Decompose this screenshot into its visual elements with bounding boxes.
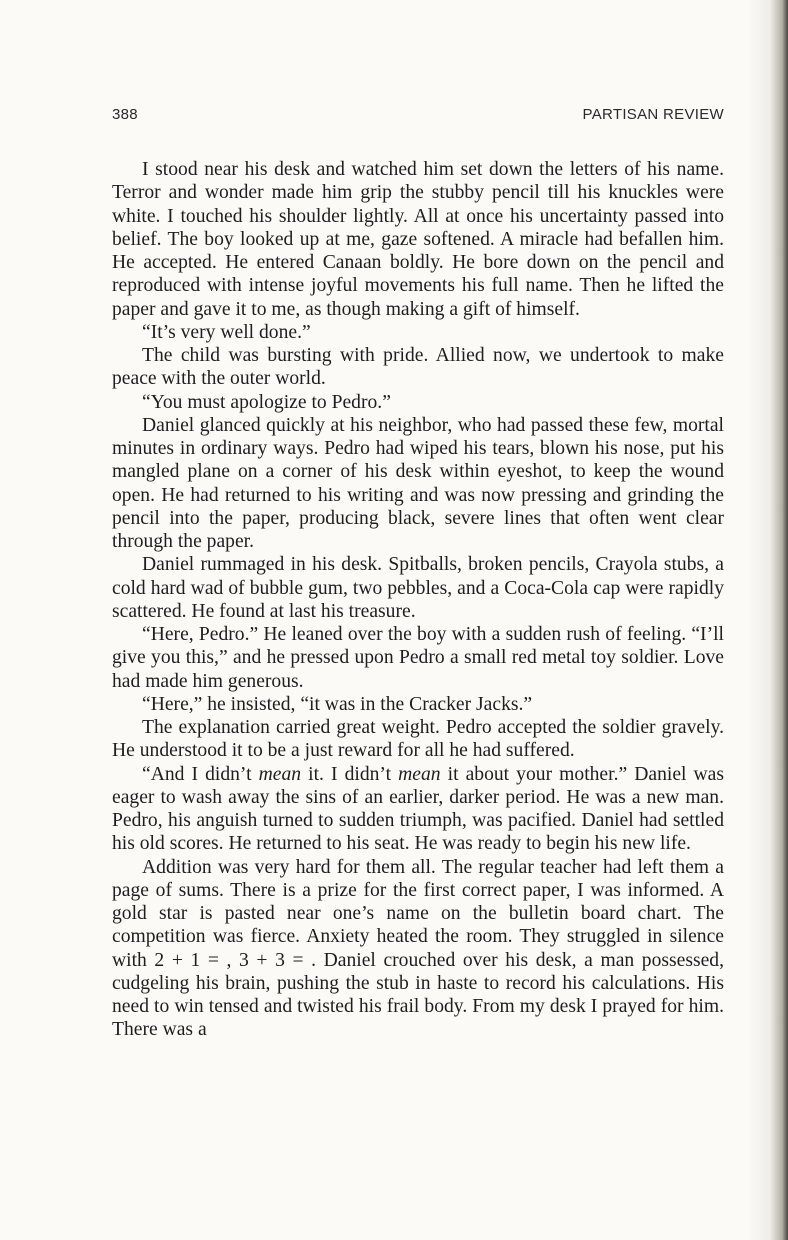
body-text	[112, 158, 724, 1042]
paragraph: “You must apologize to Pedro.”	[142, 391, 391, 413]
page-gutter-shadow	[748, 0, 788, 1240]
paragraph: Addition was very hard for them all. The regular teacher had left them a page of sums. There is a prize for the first correct paper, I was informed. A gold star is pasted near one’s name on the bulletin board chart. The competition was fierce. Anxiety heated the room. They struggled in silence with 2 + 1 = , 3 + 3 = . Daniel crouched over his desk, a man possessed, cudgeling his brain, pushing the stub in haste to record his calculations. His need to win tensed and twisted his frail body. From my desk I prayed for him. There was a	[112, 856, 724, 1041]
paragraph: “Here, Pedro.” He leaned over the boy with a sudden rush of feeling. “I’ll give you this,” and he pressed upon Pedro a small red metal toy soldier. Love had made him generous.	[112, 624, 724, 692]
paragraph: I stood near his desk and watched him set down the letters of his name. Terror and wonder made him grip the stubby pencil till his knuckles were white. I touched his shoulder lightly. All at once his uncertainty passed into belief. The boy looked up at me, gaze softened. A miracle had befallen him. He accepted. He entered Canaan boldly. He bore down on the pencil and reproduced with intense joyful movements his full name. Then he lifted the paper and gave it to me, as though making a gift of himself.	[112, 159, 724, 320]
paragraph: “It’s very well done.”	[142, 321, 311, 343]
text-run: “And I didn’t	[142, 763, 259, 785]
running-header	[112, 106, 724, 132]
page-number: 388	[112, 106, 138, 123]
emphasis: mean	[258, 763, 302, 785]
paragraph: Daniel rummaged in his desk. Spitballs, broken pencils, Crayola stubs, a cold hard wad of bubble gum, two pebbles, and a Coca-Cola cap were rapidly scattered. He found at last his treasure.	[112, 554, 724, 622]
emphasis: mean	[398, 763, 441, 785]
paragraph: “Here,” he insisted, “it was in the Cracker Jacks.”	[142, 693, 533, 715]
paragraph: The explanation carried great weight. Pedro accepted the soldier gravely. He understood it to be a just reward for all he had suffered.	[112, 717, 724, 762]
text-run: it. I didn’t	[301, 763, 399, 785]
paragraph	[112, 763, 724, 856]
text-run: it about your mother.” Daniel was eager to wash away the sins of an earlier, darker period. He was a new man. Pedro, his anguish turned to sudden triumph, was pacified. Daniel had settled his old scores. He returned to his seat. He was ready to begin his new life.	[112, 763, 725, 855]
paragraph: The child was bursting with pride. Allied now, we undertook to make peace with the outer world.	[112, 345, 724, 390]
paragraph: Daniel glanced quickly at his neighbor, who had passed these few, mortal minutes in ordinary ways. Pedro had wiped his tears, blown his nose, put his mangled plane on a corner of his desk within eyeshot, to keep the wound open. He had returned to his writing and was now pressing and grinding the pencil into the paper, producing black, severe lines that often went clear through the paper.	[112, 414, 724, 552]
running-title: PARTISAN REVIEW	[582, 106, 724, 123]
